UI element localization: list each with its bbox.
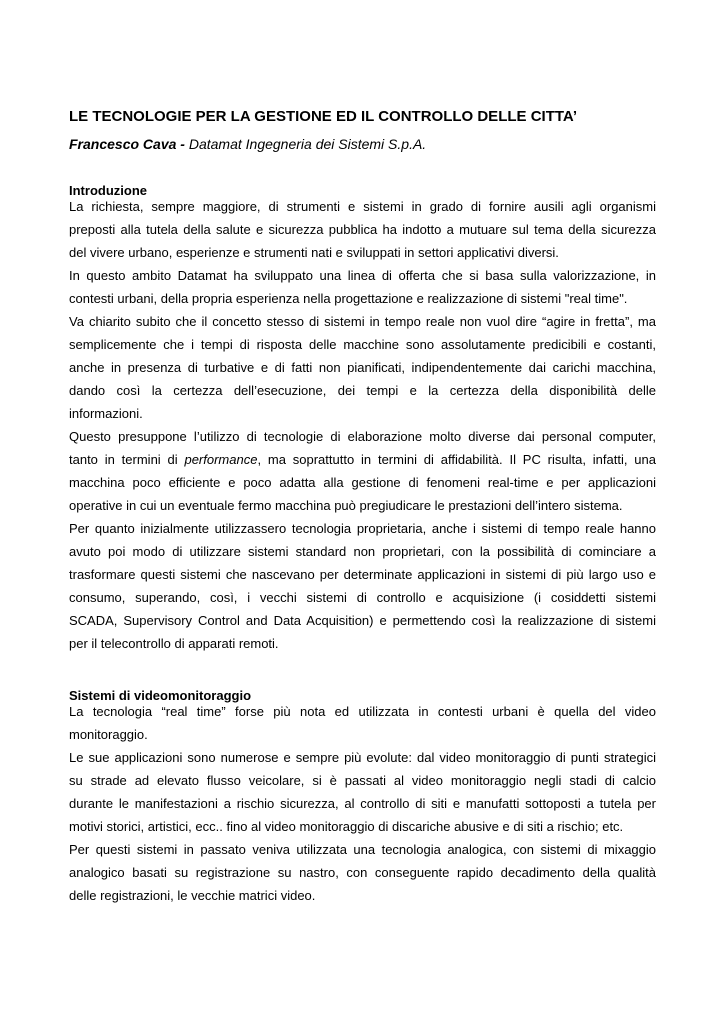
paragraph [69,700,656,746]
text-line: preposti alla tutela della salute e sicurezza pubblica ha indotto a mutuare sul tema della sicurezza [69,222,656,237]
section-introduzione [69,184,656,655]
text-line: delle registrazioni, le vecchie matrici video. [69,888,316,903]
text-line: avuto poi modo di utilizzare sistemi standard non proprietari, con la possibilità di cominciare a [69,544,656,559]
text-line: operative in cui un eventuale fermo macchina può pregiudicare le prestazioni dell’intero sistema. [69,498,623,513]
section-heading: Introduzione [69,183,147,198]
paragraph [69,838,656,907]
text-line: La tecnologia “real time” forse più nota ed utilizzata in contesti urbani è quella del video [69,704,656,719]
text-line: Per quanto inizialmente utilizzassero tecnologia proprietaria, anche i sistemi di tempo reale hanno [69,521,656,536]
text-line: semplicemente che i tempi di risposta delle macchine sono assolutamente predicibili e costanti, [69,337,656,352]
paragraph [69,517,656,655]
text-line: SCADA, Supervisory Control and Data Acquisition) e permettendo così la realizzazione di sistemi [69,613,656,628]
author-line [69,135,656,153]
paragraph [69,310,656,425]
text-line: Va chiarito subito che il concetto stesso di sistemi in tempo reale non vuol dire “agire in fretta”, ma [69,314,656,329]
text-line: macchina poco efficiente e poco adatta alla gestione di fenomeni real-time e per applicazioni [69,475,656,490]
text-line: Questo presuppone l’utilizzo di tecnologie di elaborazione molto diverse dai personal computer, [69,429,656,444]
text-line: per il telecontrollo di apparati remoti. [69,636,279,651]
document-title: LE TECNOLOGIE PER LA GESTIONE ED IL CONTROLLO DELLE CITTA’ [69,108,578,125]
text-line-mixed [69,448,656,471]
paragraph [69,195,656,264]
paragraph [69,425,656,517]
text-line: monitoraggio. [69,727,148,742]
text-line: del vivere urbano, esperienze e strumenti nati e sviluppati in settori applicativi diversi. [69,245,559,260]
text-fragment: , ma soprattutto in termini di affidabilità. Il PC risulta, infatti, una [257,452,656,467]
text-line: dando così la certezza dell’esecuzione, dei tempi e la certezza della disponibilità delle [69,383,656,398]
text-line: su strade ad elevato flusso veicolare, si è passati al video monitoraggio negli stadi di calcio [69,773,656,788]
text-line: La richiesta, sempre maggiore, di strumenti e sistemi in grado di fornire ausili agli organismi [69,199,656,214]
paragraph [69,746,656,838]
text-line: anche in presenza di turbative e di fatti non pianificati, indipendentemente dai carichi macchina, [69,360,656,375]
text-fragment: tanto in termini di [69,452,185,467]
text-line: In questo ambito Datamat ha sviluppato una linea di offerta che si basa sulla valorizzazione, in [69,268,656,283]
text-line: consumo, superando, così, i vecchi sistemi di controllo e acquisizione (i cosiddetti sistemi [69,590,656,605]
text-line: trasformare questi sistemi che nascevano per determinate applicazioni in sistemi di più largo uso e [69,567,656,582]
text-line: motivi storici, artistici, ecc.. fino al video monitoraggio di discariche abusive e di siti a rischio; etc. [69,819,624,834]
text-line: contesti urbani, della propria esperienza nella progettazione e realizzazione di sistemi "real time". [69,291,628,306]
text-line: Le sue applicazioni sono numerose e sempre più evolute: dal video monitoraggio di punti strategici [69,750,656,765]
paragraph [69,264,656,310]
italic-term: performance [184,452,258,467]
document-page [69,107,656,907]
author-affiliation: Datamat Ingegneria dei Sistemi S.p.A. [184,136,427,152]
text-line: durante le manifestazioni a rischio sicurezza, al controllo di siti e manufatti sottoposti a tutela per [69,796,656,811]
section-heading: Sistemi di videomonitoraggio [69,688,252,703]
section-videomonitoraggio [69,689,656,907]
text-line: Per questi sistemi in passato veniva utilizzata una tecnologia analogica, con sistemi di mixaggio [69,842,656,857]
text-line: informazioni. [69,406,143,421]
text-line: analogico basati su registrazione su nastro, con conseguente rapido decadimento della qualità [69,865,656,880]
author-name: Francesco Cava - [69,136,185,152]
